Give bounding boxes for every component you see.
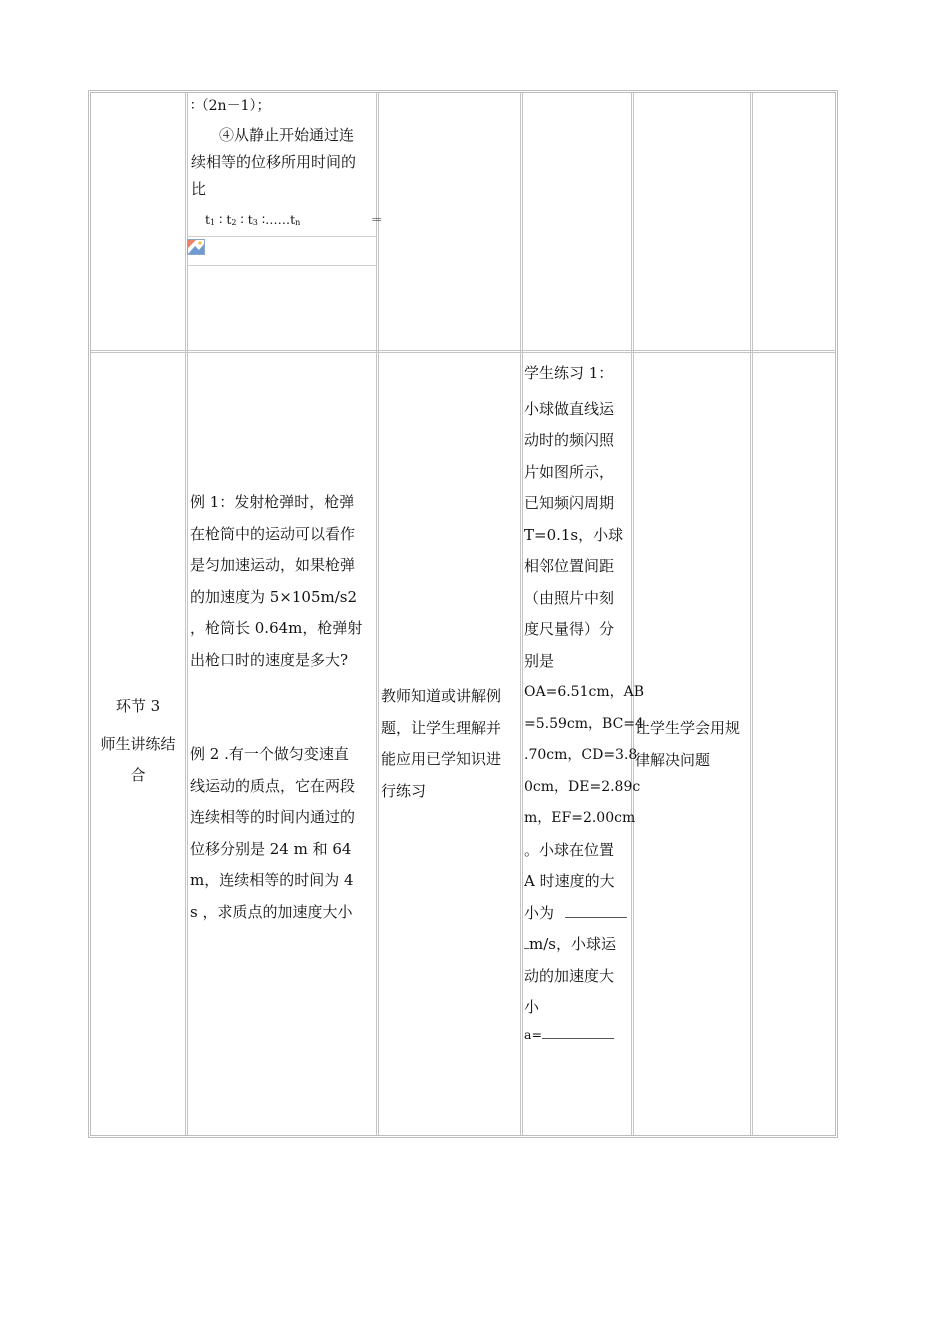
example2-line: 线运动的质点，它在两段	[190, 776, 356, 795]
example2-line: m，连续相等的时间为 4	[190, 871, 354, 889]
exercise-line: m/s，小球运	[524, 929, 634, 961]
answer-blank-acceleration[interactable]	[542, 1024, 614, 1039]
exercise-line: 小球做直线运	[524, 399, 615, 418]
exercise-line: OA=6.51cm，AB	[524, 684, 645, 700]
exercise-line: 别是	[524, 651, 555, 670]
example1-line: 例 1：发射枪弹时，枪弹	[190, 493, 355, 511]
time-ratio-formula: t1 ∶ t2 ∶ t3 ∶……tn ＝	[205, 212, 383, 227]
example2-line: s ，求质点的加速度大小	[190, 902, 353, 921]
exercise-line: 小	[524, 998, 540, 1016]
teacher-line: 教师知道或讲解例	[381, 687, 502, 705]
exercise-line-answer-v: 小为	[524, 898, 634, 930]
column-divider	[750, 93, 753, 1135]
row-divider	[91, 350, 835, 353]
example2-line: 位移分别是 24 m 和 64	[190, 839, 352, 858]
teacher-activity-cell	[381, 681, 521, 807]
exercise-line: =5.59cm，BC=4	[524, 715, 644, 732]
example1-line: ，枪筒长 0.64m，枪弹射	[190, 619, 363, 637]
teacher-line: 能应用已学知识进	[381, 750, 502, 768]
stage-number: 环节 3	[115, 697, 161, 715]
teacher-line: 行练习	[381, 781, 427, 800]
exercise-line: .70cm，CD=3.8	[524, 747, 638, 763]
exercise-line: 片如图所示，	[524, 462, 615, 481]
example2-line: 连续相等的时间内通过的	[190, 808, 356, 826]
intent-line: 律解决问题	[635, 750, 711, 769]
exercise-title: 学生练习 1：	[524, 364, 614, 382]
exercise-line: A 时速度的大	[524, 872, 615, 890]
exercise-line: 动的加速度大	[524, 966, 615, 985]
column-divider	[520, 93, 523, 1135]
example2-block	[190, 739, 380, 928]
lesson-table	[88, 90, 838, 1138]
exercise-line: （由照片中刻	[524, 588, 615, 607]
intent-line: 让学生学会用规	[635, 719, 741, 737]
exercise-line: 0cm，DE=2.89c	[524, 778, 641, 795]
stage-title-line1: 师生讲练结	[100, 734, 176, 753]
broken-image-icon	[187, 239, 205, 255]
formula-rule-bottom	[187, 265, 377, 266]
example1-line: 在枪筒中的运动可以看作	[190, 524, 356, 543]
student-exercise-cell	[524, 358, 645, 1046]
exercise-line: T=0.1s，小球	[524, 525, 624, 544]
design-intent-cell	[635, 713, 760, 776]
exercise-line: 。小球在位置	[524, 840, 615, 859]
item4-line3: 比	[191, 180, 207, 198]
stage-label-cell	[91, 691, 185, 792]
ratio-line: ∶（2n－1）；	[191, 98, 271, 114]
exercise-line: 度尺量得）分	[524, 620, 615, 638]
stage-title-line2: 合	[130, 766, 146, 784]
item4-line1: ④从静止开始通过连	[219, 126, 355, 144]
example1-line: 出枪口时的速度是多大?	[190, 650, 349, 669]
example1-line: 是匀加速运动，如果枪弹	[190, 556, 356, 574]
exercise-line: 已知频闪周期	[524, 494, 615, 512]
example2-line: 例 2 .有一个做匀变速直	[190, 745, 349, 763]
exercise-line: m，EF=2.00cm	[524, 810, 636, 826]
exercise-line: 动时的频闪照	[524, 431, 615, 449]
exercise-line: 相邻位置间距	[524, 557, 615, 575]
answer-blank-velocity[interactable]	[565, 903, 627, 918]
example1-block	[190, 487, 380, 676]
exercise-line-answer-a: a=	[524, 1024, 634, 1046]
example1-line: 的加速度为 5×105m/s2	[190, 587, 358, 606]
formula-rule-top	[187, 236, 377, 237]
item4-line2: 续相等的位移所用时间的	[191, 153, 357, 171]
teacher-line: 题，让学生理解并	[381, 718, 502, 737]
